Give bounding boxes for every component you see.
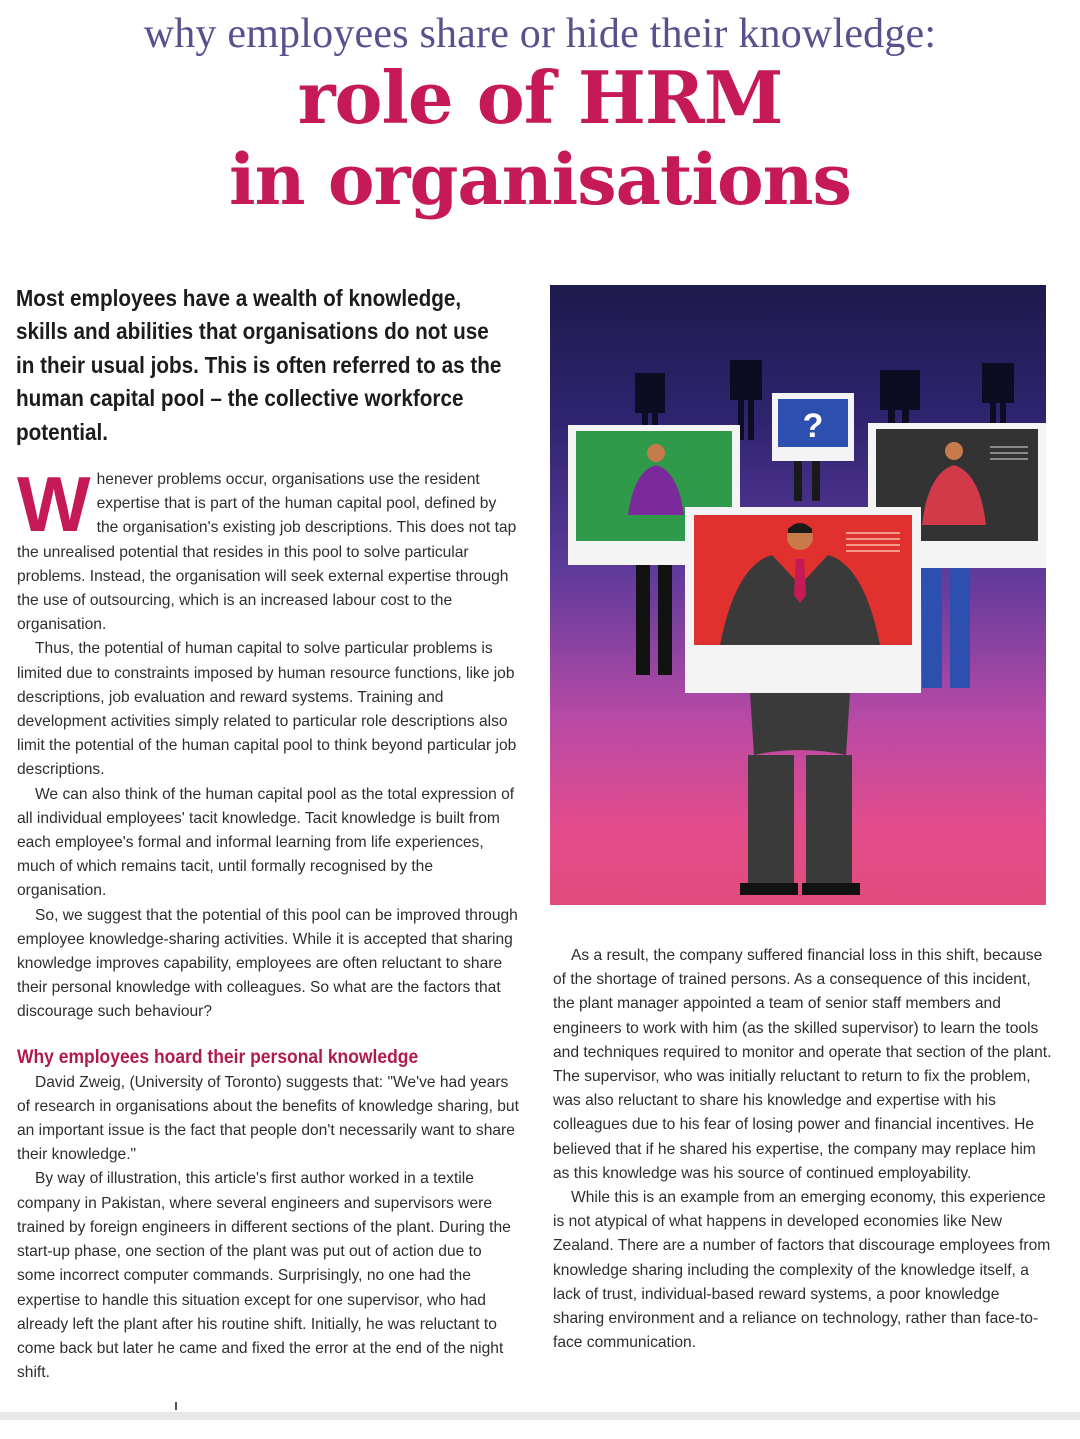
paragraph-6: By way of illustration, this article's first author worked in a textile company in Pakistan, where several engineers and supervisors were trained by foreign engineers in different sections of the plant. During the start-up phase, one section of the plant was put out of action due to some incorrect computer commands. Surprisingly, no one had the expertise to handle this situation except for one supervisor, who had already left the plant after his routine shift. Initially, he was reluctant to come back but later he came and fixed the error at the end of the night shift. [17,1170,511,1382]
lead-paragraph: Most employees have a wealth of knowledge, skills and abilities that organisations do not use in their usual jobs. This is often referred to as the human capital pool – the collective workforce potential. [16,285,502,445]
paragraph-2: Thus, the potential of human capital to solve particular problems is limited due to constraints imposed by human resource functions, like job descriptions, job evaluation and reward systems. Training and development activities simply related to particular role descriptions also limit the potential of the human capital pool to think beyond particular job descriptions. [17,640,517,779]
right-paragraph-2: While this is an example from an emerging economy, this experience is not atypical of what happens in developed economies like New Zealand. There are a number of factors that discourage employees from knowledge sharing including the complexity of the knowledge itself, a lack of trust, individual-based reward systems, a poor knowledge sharing environment and a reliance on technology, rather than face-to-face communication. [553,1189,1051,1352]
paragraph-4: So, we suggest that the potential of this pool can be improved through employee knowledge-sharing activities. While it is accepted that sharing knowledge improves capability, employees are often reluctant to share their personal knowledge with colleagues. So what are the factors that discourage such behaviour? [17,906,518,1021]
drop-cap: W [17,460,91,548]
business-people-holding-boards-illustration [550,285,1046,905]
paragraph-3: We can also think of the human capital pool as the total expression of all individual employees' tacit knowledge. Tacit knowledge is built from each employee's formal and informal learning from life experiences, much of which remains tacit, until formally recognised by the organisation. [17,785,515,900]
article-title-line-1: role of HRM [297,55,783,140]
article-illustration [550,285,1046,905]
article-title-line-2: in organisations [229,138,851,221]
paragraph-1 [17,460,520,637]
section-subheading: Why employees hoard their personal knowledge [17,1046,419,1068]
center-figure-red-board [685,507,921,895]
left-column [17,460,520,1385]
page-tick-mark [175,1402,177,1410]
right-column [553,944,1053,1355]
article-kicker: why employees share or hide their knowledge: [143,11,937,57]
question-board [772,393,854,501]
paragraph-1-text: henever problems occur, organisations use the resident expertise that is part of the human capital pool, defined by the organisation's existing job descriptions. This does not tap the unrealised potential that resides in this pool to solve particular problems. Instead, the organisation will seek external expertise through the use of outsourcing, which is an increased labour cost to the organisation. [17,471,517,634]
question-mark: ? [802,407,824,445]
right-paragraph-1: As a result, the company suffered financial loss in this shift, because of the shortage of trained persons. As a consequence of this incident, the plant manager appointed a team of senior staff members and engineers to work with him (as the skilled supervisor) to learn the tools and techniques required to monitor and operate that section of the plant. The supervisor, who was initially reluctant to return to fix the problem, was also reluctant to share his knowledge and expertise with his colleagues due to his fear of losing power and financial incentives. He believed that if he shared his expertise, the company may replace him as this knowledge was his source of continued employability. [553,947,1052,1182]
page-bottom-rule [0,1412,1080,1420]
paragraph-5: David Zweig, (University of Toronto) suggests that: "We've had years of research in organisations about the benefits of knowledge sharing, but an important issue is the fact that people don't necessarily want to share their knowledge." [17,1073,519,1164]
